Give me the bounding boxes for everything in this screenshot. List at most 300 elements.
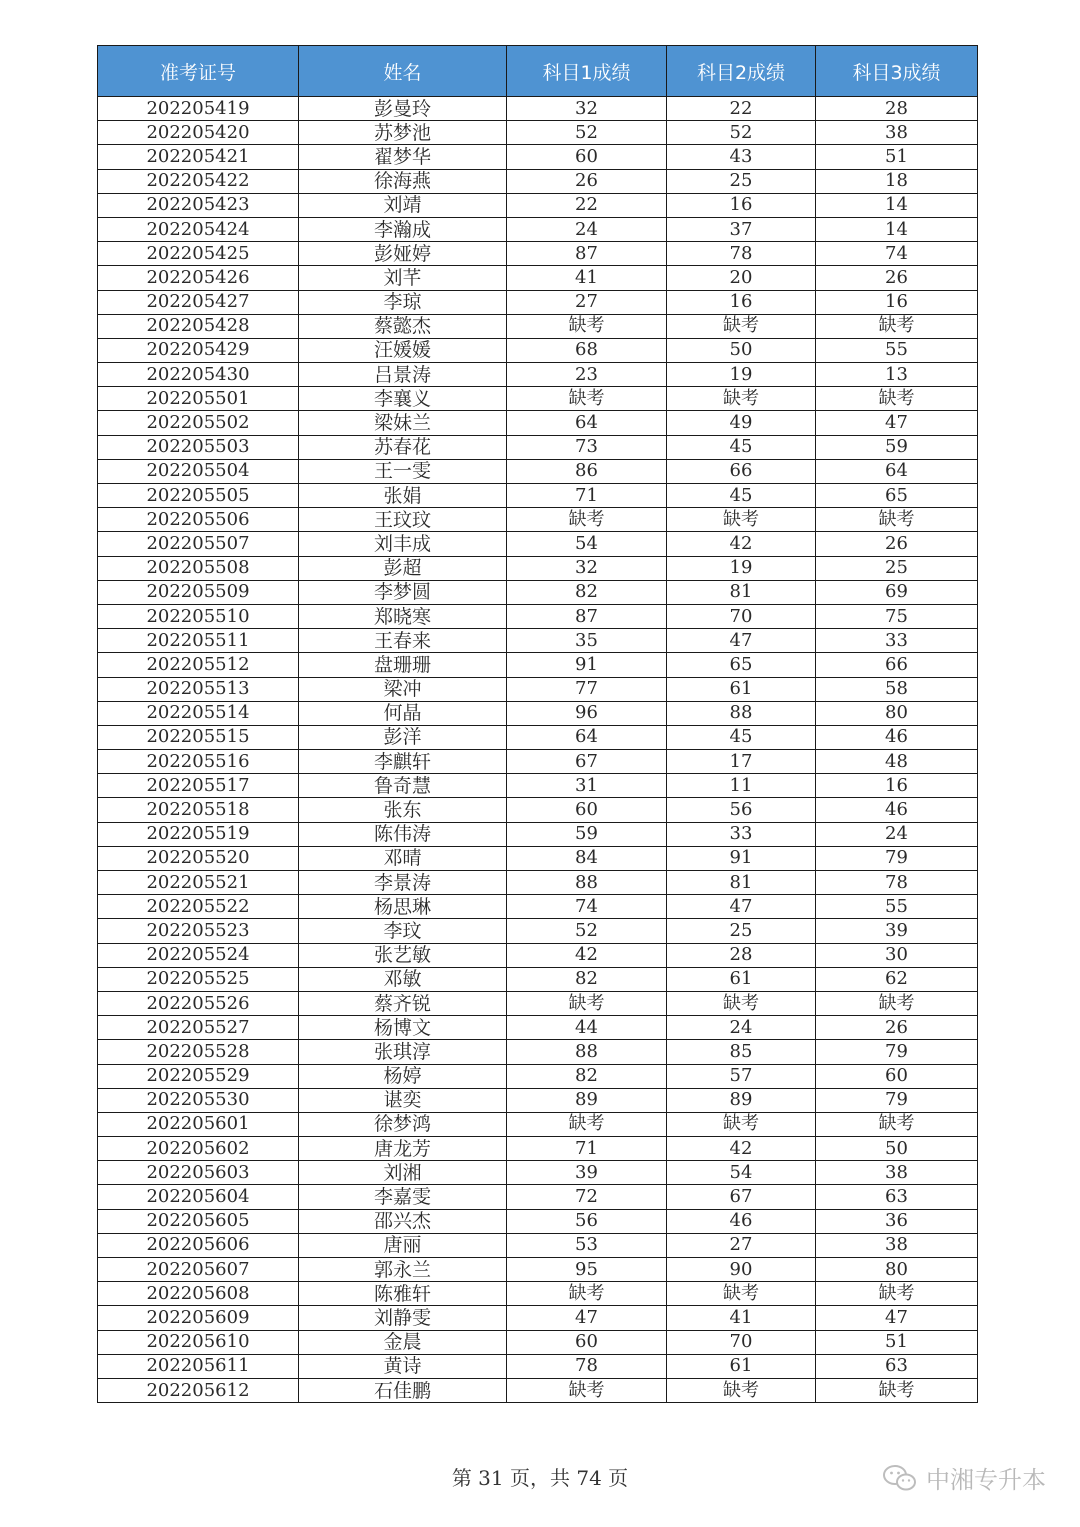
subject2-score-cell: 24 xyxy=(667,1016,816,1040)
subject3-score-cell: 缺考 xyxy=(816,508,978,532)
subject3-score-cell: 46 xyxy=(816,798,978,822)
exam-id-cell: 202205430 xyxy=(98,363,299,387)
table-row xyxy=(98,1233,978,1257)
subject2-score-cell: 45 xyxy=(667,484,816,508)
subject3-score-cell: 80 xyxy=(816,1258,978,1282)
name-cell: 刘靖 xyxy=(299,193,507,217)
subject1-score-cell: 60 xyxy=(507,1330,667,1354)
table-row xyxy=(98,169,978,193)
exam-id-cell: 202205602 xyxy=(98,1137,299,1161)
subject1-score-cell: 缺考 xyxy=(507,1112,667,1136)
exam-id-cell: 202205504 xyxy=(98,459,299,483)
table-row xyxy=(98,725,978,749)
table-row xyxy=(98,266,978,290)
exam-id-cell: 202205601 xyxy=(98,1112,299,1136)
table-row xyxy=(98,1088,978,1112)
subject2-score-cell: 89 xyxy=(667,1088,816,1112)
subject2-score-cell: 27 xyxy=(667,1233,816,1257)
name-cell: 彭洋 xyxy=(299,725,507,749)
subject3-score-cell: 78 xyxy=(816,871,978,895)
exam-id-cell: 202205422 xyxy=(98,169,299,193)
subject2-score-cell: 缺考 xyxy=(667,508,816,532)
exam-id-cell: 202205608 xyxy=(98,1282,299,1306)
subject1-score-cell: 82 xyxy=(507,1064,667,1088)
subject2-score-cell: 90 xyxy=(667,1258,816,1282)
table-body xyxy=(98,97,978,1403)
subject1-score-cell: 71 xyxy=(507,1137,667,1161)
name-cell: 彭超 xyxy=(299,556,507,580)
subject2-score-cell: 缺考 xyxy=(667,1378,816,1402)
subject3-score-cell: 59 xyxy=(816,435,978,459)
subject2-score-cell: 81 xyxy=(667,871,816,895)
subject2-score-cell: 50 xyxy=(667,338,816,362)
name-cell: 邓敏 xyxy=(299,967,507,991)
subject2-score-cell: 11 xyxy=(667,774,816,798)
subject2-score-cell: 缺考 xyxy=(667,1282,816,1306)
name-cell: 李梦圆 xyxy=(299,580,507,604)
subject2-score-cell: 65 xyxy=(667,653,816,677)
subject3-score-cell: 缺考 xyxy=(816,991,978,1015)
subject2-score-cell: 52 xyxy=(667,121,816,145)
table-row xyxy=(98,484,978,508)
subject1-score-cell: 96 xyxy=(507,701,667,725)
name-cell: 张艺敏 xyxy=(299,943,507,967)
subject3-score-cell: 60 xyxy=(816,1064,978,1088)
subject1-score-cell: 缺考 xyxy=(507,508,667,532)
name-cell: 吕景涛 xyxy=(299,363,507,387)
subject1-score-cell: 35 xyxy=(507,629,667,653)
subject3-score-cell: 26 xyxy=(816,532,978,556)
name-cell: 梁妹兰 xyxy=(299,411,507,435)
subject2-score-cell: 54 xyxy=(667,1161,816,1185)
name-cell: 李景涛 xyxy=(299,871,507,895)
name-cell: 唐龙芳 xyxy=(299,1137,507,1161)
table-row xyxy=(98,508,978,532)
exam-id-cell: 202205605 xyxy=(98,1209,299,1233)
table-row xyxy=(98,943,978,967)
name-cell: 黄诗 xyxy=(299,1354,507,1378)
subject1-score-cell: 77 xyxy=(507,677,667,701)
table-row xyxy=(98,435,978,459)
exam-id-cell: 202205530 xyxy=(98,1088,299,1112)
subject1-score-cell: 缺考 xyxy=(507,991,667,1015)
table-row xyxy=(98,967,978,991)
subject2-score-cell: 25 xyxy=(667,919,816,943)
name-cell: 杨婷 xyxy=(299,1064,507,1088)
subject1-score-cell: 68 xyxy=(507,338,667,362)
subject1-score-cell: 26 xyxy=(507,169,667,193)
exam-id-cell: 202205607 xyxy=(98,1258,299,1282)
subject1-score-cell: 44 xyxy=(507,1016,667,1040)
score-table xyxy=(97,45,978,1403)
subject1-score-cell: 89 xyxy=(507,1088,667,1112)
subject1-score-cell: 52 xyxy=(507,121,667,145)
page-number: 第 31 页，共 74 页 xyxy=(451,1466,629,1490)
name-cell: 金晨 xyxy=(299,1330,507,1354)
exam-id-cell: 202205526 xyxy=(98,991,299,1015)
subject2-score-cell: 56 xyxy=(667,798,816,822)
subject1-score-cell: 86 xyxy=(507,459,667,483)
subject2-score-cell: 16 xyxy=(667,193,816,217)
table-row xyxy=(98,580,978,604)
exam-id-cell: 202205427 xyxy=(98,290,299,314)
subject3-score-cell: 14 xyxy=(816,193,978,217)
subject3-score-cell: 26 xyxy=(816,1016,978,1040)
table-row xyxy=(98,193,978,217)
table-row xyxy=(98,1209,978,1233)
subject3-score-cell: 55 xyxy=(816,895,978,919)
table-row xyxy=(98,387,978,411)
column-header: 准考证号 xyxy=(98,46,299,97)
subject3-score-cell: 缺考 xyxy=(816,1112,978,1136)
subject1-score-cell: 72 xyxy=(507,1185,667,1209)
subject2-score-cell: 91 xyxy=(667,846,816,870)
subject3-score-cell: 39 xyxy=(816,919,978,943)
subject3-score-cell: 74 xyxy=(816,242,978,266)
subject1-score-cell: 82 xyxy=(507,967,667,991)
subject3-score-cell: 24 xyxy=(816,822,978,846)
subject3-score-cell: 26 xyxy=(816,266,978,290)
subject3-score-cell: 55 xyxy=(816,338,978,362)
subject2-score-cell: 43 xyxy=(667,145,816,169)
subject3-score-cell: 14 xyxy=(816,217,978,241)
table-row xyxy=(98,991,978,1015)
subject2-score-cell: 57 xyxy=(667,1064,816,1088)
subject2-score-cell: 61 xyxy=(667,967,816,991)
subject3-score-cell: 13 xyxy=(816,363,978,387)
subject1-score-cell: 95 xyxy=(507,1258,667,1282)
subject3-score-cell: 36 xyxy=(816,1209,978,1233)
subject3-score-cell: 64 xyxy=(816,459,978,483)
table-row xyxy=(98,653,978,677)
subject1-score-cell: 88 xyxy=(507,1040,667,1064)
exam-id-cell: 202205510 xyxy=(98,604,299,628)
subject2-score-cell: 22 xyxy=(667,97,816,121)
subject2-score-cell: 缺考 xyxy=(667,1112,816,1136)
name-cell: 徐海燕 xyxy=(299,169,507,193)
column-header: 科目1成绩 xyxy=(507,46,667,97)
watermark xyxy=(882,1460,1046,1495)
subject3-score-cell: 25 xyxy=(816,556,978,580)
subject3-score-cell: 80 xyxy=(816,701,978,725)
table-row xyxy=(98,338,978,362)
subject2-score-cell: 61 xyxy=(667,1354,816,1378)
subject2-score-cell: 33 xyxy=(667,822,816,846)
exam-id-cell: 202205507 xyxy=(98,532,299,556)
subject1-score-cell: 52 xyxy=(507,919,667,943)
column-header: 姓名 xyxy=(299,46,507,97)
subject2-score-cell: 85 xyxy=(667,1040,816,1064)
name-cell: 汪媛媛 xyxy=(299,338,507,362)
exam-id-cell: 202205609 xyxy=(98,1306,299,1330)
subject1-score-cell: 59 xyxy=(507,822,667,846)
name-cell: 李嘉雯 xyxy=(299,1185,507,1209)
subject1-score-cell: 87 xyxy=(507,242,667,266)
table-row xyxy=(98,1330,978,1354)
exam-id-cell: 202205514 xyxy=(98,701,299,725)
subject1-score-cell: 47 xyxy=(507,1306,667,1330)
name-cell: 刘静雯 xyxy=(299,1306,507,1330)
subject3-score-cell: 16 xyxy=(816,290,978,314)
name-cell: 郭永兰 xyxy=(299,1258,507,1282)
exam-id-cell: 202205512 xyxy=(98,653,299,677)
subject1-score-cell: 87 xyxy=(507,604,667,628)
exam-id-cell: 202205520 xyxy=(98,846,299,870)
subject3-score-cell: 51 xyxy=(816,1330,978,1354)
subject2-score-cell: 46 xyxy=(667,1209,816,1233)
exam-id-cell: 202205425 xyxy=(98,242,299,266)
subject2-score-cell: 66 xyxy=(667,459,816,483)
table-row xyxy=(98,822,978,846)
name-cell: 王一雯 xyxy=(299,459,507,483)
subject1-score-cell: 31 xyxy=(507,774,667,798)
subject1-score-cell: 缺考 xyxy=(507,314,667,338)
subject3-score-cell: 63 xyxy=(816,1185,978,1209)
table-row xyxy=(98,604,978,628)
name-cell: 杨博文 xyxy=(299,1016,507,1040)
subject1-score-cell: 74 xyxy=(507,895,667,919)
subject1-score-cell: 42 xyxy=(507,943,667,967)
exam-id-cell: 202205519 xyxy=(98,822,299,846)
subject3-score-cell: 缺考 xyxy=(816,1282,978,1306)
exam-id-cell: 202205524 xyxy=(98,943,299,967)
subject3-score-cell: 30 xyxy=(816,943,978,967)
table-row xyxy=(98,919,978,943)
watermark-text: 中湘专升本 xyxy=(926,1466,1046,1494)
table-row xyxy=(98,1040,978,1064)
subject1-score-cell: 缺考 xyxy=(507,387,667,411)
name-cell: 李瀚成 xyxy=(299,217,507,241)
subject3-score-cell: 75 xyxy=(816,604,978,628)
table-row xyxy=(98,1016,978,1040)
table-row xyxy=(98,1064,978,1088)
table-row xyxy=(98,871,978,895)
subject2-score-cell: 42 xyxy=(667,1137,816,1161)
name-cell: 梁冲 xyxy=(299,677,507,701)
subject1-score-cell: 缺考 xyxy=(507,1282,667,1306)
table-row xyxy=(98,97,978,121)
subject1-score-cell: 73 xyxy=(507,435,667,459)
subject3-score-cell: 63 xyxy=(816,1354,978,1378)
subject2-score-cell: 88 xyxy=(667,701,816,725)
subject3-score-cell: 47 xyxy=(816,411,978,435)
name-cell: 李玟 xyxy=(299,919,507,943)
table-row xyxy=(98,1112,978,1136)
subject1-score-cell: 54 xyxy=(507,532,667,556)
name-cell: 刘丰成 xyxy=(299,532,507,556)
subject3-score-cell: 38 xyxy=(816,1233,978,1257)
subject3-score-cell: 48 xyxy=(816,750,978,774)
table-row xyxy=(98,798,978,822)
subject1-score-cell: 32 xyxy=(507,97,667,121)
exam-id-cell: 202205513 xyxy=(98,677,299,701)
name-cell: 苏春花 xyxy=(299,435,507,459)
subject2-score-cell: 61 xyxy=(667,677,816,701)
exam-id-cell: 202205523 xyxy=(98,919,299,943)
table-row xyxy=(98,242,978,266)
exam-id-cell: 202205527 xyxy=(98,1016,299,1040)
exam-id-cell: 202205421 xyxy=(98,145,299,169)
table-row xyxy=(98,701,978,725)
subject1-score-cell: 56 xyxy=(507,1209,667,1233)
column-header: 科目3成绩 xyxy=(816,46,978,97)
table-header xyxy=(98,46,978,97)
subject2-score-cell: 47 xyxy=(667,895,816,919)
exam-id-cell: 202205529 xyxy=(98,1064,299,1088)
name-cell: 刘芊 xyxy=(299,266,507,290)
name-cell: 邓晴 xyxy=(299,846,507,870)
table-row xyxy=(98,895,978,919)
wechat-icon xyxy=(882,1463,918,1493)
name-cell: 张琪淳 xyxy=(299,1040,507,1064)
exam-id-cell: 202205525 xyxy=(98,967,299,991)
exam-id-cell: 202205509 xyxy=(98,580,299,604)
exam-id-cell: 202205501 xyxy=(98,387,299,411)
table-row xyxy=(98,1378,978,1402)
subject3-score-cell: 62 xyxy=(816,967,978,991)
exam-id-cell: 202205610 xyxy=(98,1330,299,1354)
subject1-score-cell: 23 xyxy=(507,363,667,387)
subject2-score-cell: 47 xyxy=(667,629,816,653)
exam-id-cell: 202205506 xyxy=(98,508,299,532)
exam-id-cell: 202205426 xyxy=(98,266,299,290)
table-row xyxy=(98,459,978,483)
name-cell: 王春来 xyxy=(299,629,507,653)
subject2-score-cell: 19 xyxy=(667,556,816,580)
table-row xyxy=(98,1161,978,1185)
name-cell: 张东 xyxy=(299,798,507,822)
subject2-score-cell: 20 xyxy=(667,266,816,290)
table-row xyxy=(98,556,978,580)
subject1-score-cell: 88 xyxy=(507,871,667,895)
subject1-score-cell: 24 xyxy=(507,217,667,241)
exam-id-cell: 202205604 xyxy=(98,1185,299,1209)
subject3-score-cell: 51 xyxy=(816,145,978,169)
name-cell: 郑晓寒 xyxy=(299,604,507,628)
name-cell: 李麒轩 xyxy=(299,750,507,774)
exam-id-cell: 202205515 xyxy=(98,725,299,749)
exam-id-cell: 202205505 xyxy=(98,484,299,508)
table-row xyxy=(98,363,978,387)
exam-id-cell: 202205517 xyxy=(98,774,299,798)
subject2-score-cell: 25 xyxy=(667,169,816,193)
subject3-score-cell: 65 xyxy=(816,484,978,508)
subject2-score-cell: 16 xyxy=(667,290,816,314)
subject2-score-cell: 67 xyxy=(667,1185,816,1209)
name-cell: 陈雅轩 xyxy=(299,1282,507,1306)
table-row xyxy=(98,1354,978,1378)
subject2-score-cell: 37 xyxy=(667,217,816,241)
exam-id-cell: 202205516 xyxy=(98,750,299,774)
subject1-score-cell: 39 xyxy=(507,1161,667,1185)
subject3-score-cell: 33 xyxy=(816,629,978,653)
subject3-score-cell: 46 xyxy=(816,725,978,749)
subject2-score-cell: 缺考 xyxy=(667,387,816,411)
name-cell: 盘珊珊 xyxy=(299,653,507,677)
exam-id-cell: 202205424 xyxy=(98,217,299,241)
subject2-score-cell: 70 xyxy=(667,1330,816,1354)
subject3-score-cell: 28 xyxy=(816,97,978,121)
table-row xyxy=(98,846,978,870)
subject3-score-cell: 79 xyxy=(816,846,978,870)
name-cell: 陈伟涛 xyxy=(299,822,507,846)
name-cell: 蔡懿杰 xyxy=(299,314,507,338)
exam-id-cell: 202205511 xyxy=(98,629,299,653)
subject2-score-cell: 缺考 xyxy=(667,991,816,1015)
name-cell: 翟梦华 xyxy=(299,145,507,169)
table-row xyxy=(98,629,978,653)
name-cell: 石佳鹏 xyxy=(299,1378,507,1402)
subject2-score-cell: 81 xyxy=(667,580,816,604)
subject1-score-cell: 67 xyxy=(507,750,667,774)
exam-id-cell: 202205612 xyxy=(98,1378,299,1402)
subject2-score-cell: 缺考 xyxy=(667,314,816,338)
name-cell: 谌奕 xyxy=(299,1088,507,1112)
subject1-score-cell: 32 xyxy=(507,556,667,580)
subject3-score-cell: 79 xyxy=(816,1040,978,1064)
table-row xyxy=(98,774,978,798)
subject2-score-cell: 45 xyxy=(667,435,816,459)
table-row xyxy=(98,1306,978,1330)
table-row xyxy=(98,145,978,169)
subject1-score-cell: 53 xyxy=(507,1233,667,1257)
table-row xyxy=(98,1282,978,1306)
exam-id-cell: 202205503 xyxy=(98,435,299,459)
header-row xyxy=(98,46,978,97)
subject1-score-cell: 22 xyxy=(507,193,667,217)
subject1-score-cell: 60 xyxy=(507,798,667,822)
subject3-score-cell: 79 xyxy=(816,1088,978,1112)
name-cell: 李襄义 xyxy=(299,387,507,411)
table-row xyxy=(98,750,978,774)
subject1-score-cell: 64 xyxy=(507,411,667,435)
table-row xyxy=(98,1137,978,1161)
exam-id-cell: 202205528 xyxy=(98,1040,299,1064)
name-cell: 徐梦鸿 xyxy=(299,1112,507,1136)
subject2-score-cell: 70 xyxy=(667,604,816,628)
subject1-score-cell: 82 xyxy=(507,580,667,604)
name-cell: 王玟玟 xyxy=(299,508,507,532)
subject1-score-cell: 71 xyxy=(507,484,667,508)
subject1-score-cell: 78 xyxy=(507,1354,667,1378)
name-cell: 彭娅婷 xyxy=(299,242,507,266)
subject3-score-cell: 47 xyxy=(816,1306,978,1330)
exam-id-cell: 202205428 xyxy=(98,314,299,338)
table-row xyxy=(98,290,978,314)
subject2-score-cell: 41 xyxy=(667,1306,816,1330)
subject3-score-cell: 38 xyxy=(816,121,978,145)
name-cell: 何晶 xyxy=(299,701,507,725)
name-cell: 苏梦池 xyxy=(299,121,507,145)
table-row xyxy=(98,411,978,435)
table-row xyxy=(98,1258,978,1282)
exam-id-cell: 202205502 xyxy=(98,411,299,435)
subject3-score-cell: 18 xyxy=(816,169,978,193)
name-cell: 鲁奇慧 xyxy=(299,774,507,798)
name-cell: 蔡齐锐 xyxy=(299,991,507,1015)
subject3-score-cell: 58 xyxy=(816,677,978,701)
subject2-score-cell: 17 xyxy=(667,750,816,774)
subject2-score-cell: 78 xyxy=(667,242,816,266)
subject3-score-cell: 38 xyxy=(816,1161,978,1185)
subject1-score-cell: 84 xyxy=(507,846,667,870)
subject3-score-cell: 缺考 xyxy=(816,1378,978,1402)
subject2-score-cell: 45 xyxy=(667,725,816,749)
subject2-score-cell: 28 xyxy=(667,943,816,967)
exam-id-cell: 202205508 xyxy=(98,556,299,580)
exam-id-cell: 202205603 xyxy=(98,1161,299,1185)
column-header: 科目2成绩 xyxy=(667,46,816,97)
